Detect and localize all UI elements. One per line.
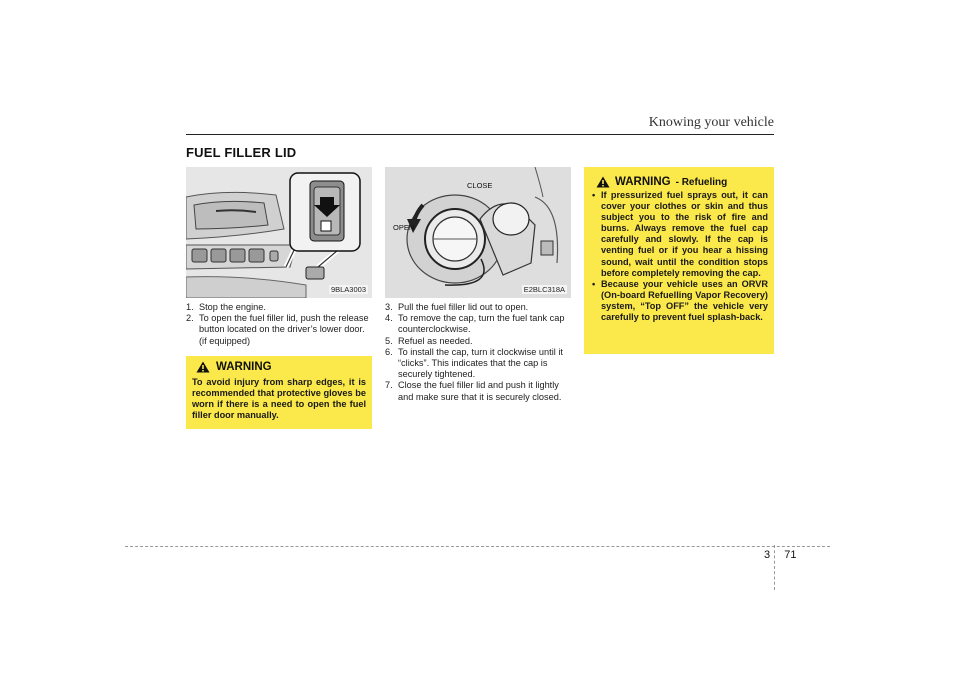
warning-title: WARNING (216, 361, 272, 373)
footer-rule (125, 546, 830, 547)
warning-bullet-list (590, 190, 768, 323)
steps-list-left (186, 302, 372, 347)
step-item: 1. Stop the engine. (186, 302, 266, 312)
warning-triangle-icon (196, 361, 210, 373)
warning-box-gloves (186, 356, 372, 429)
warning-bullet: • If pressurized fuel sprays out, it can cover your clothes or skin and thus subject you to the risk of fire and burns. Always remove the fuel cap carefully and slowly. If the cap is venting fuel or if you hear a hissing sound, wait until the condition stops before completely removing the cap. (592, 190, 768, 278)
door-panel-illustration (186, 167, 372, 298)
step-item: 7. Close the fuel filler lid and push it lightly and make sure that it is securely closed. (385, 380, 562, 402)
running-header: Knowing your vehicle (648, 115, 774, 130)
warning-bullet: • Because your vehicle uses an ORVR (On-board Refuelling Vapor Recovery) system, “Top OFF” the vehicle very carefully to prevent fuel splash-back. (592, 278, 768, 323)
warning-title: WARNING (615, 176, 671, 188)
step-item: 3. Pull the fuel filler lid out to open. (385, 302, 529, 312)
page-number (764, 549, 797, 561)
figure-fuel-cap (385, 167, 571, 298)
warning-box-refueling (584, 167, 774, 354)
section-title: FUEL FILLER LID (186, 145, 297, 160)
step-item: 6. To install the cap, turn it clockwise until it “clicks”. This indicates that the cap is securely tightened. (385, 346, 563, 380)
steps-list-middle (385, 302, 573, 403)
warning-subtitle: - Refueling (675, 176, 728, 188)
chapter-number: 3 (764, 549, 771, 561)
page-number-value: 71 (784, 549, 797, 561)
step-item: 5. Refuel as needed. (385, 335, 473, 346)
label-open: OPEN (393, 223, 415, 232)
step-item: 4. To remove the cap, turn the fuel tank cap counterclockwise. (385, 313, 565, 335)
warning-triangle-icon (596, 176, 610, 188)
bullet-dot-icon: • (592, 278, 596, 289)
figure-door-release-button (186, 167, 372, 298)
figure-code-left: 9BLA3003 (330, 285, 366, 294)
header-rule (186, 134, 774, 135)
label-close: CLOSE (467, 181, 493, 190)
step-item: 2. To open the fuel filler lid, push the release button located on the driver’s lower door. (if equipped) (186, 313, 369, 346)
figure-code-right: E2BLC318A (523, 285, 565, 294)
bullet-dot-icon: • (592, 190, 596, 200)
warning-text: To avoid injury from sharp edges, it is recommended that protective gloves be worn if there is a need to open the fuel filler door manually. (192, 377, 366, 421)
